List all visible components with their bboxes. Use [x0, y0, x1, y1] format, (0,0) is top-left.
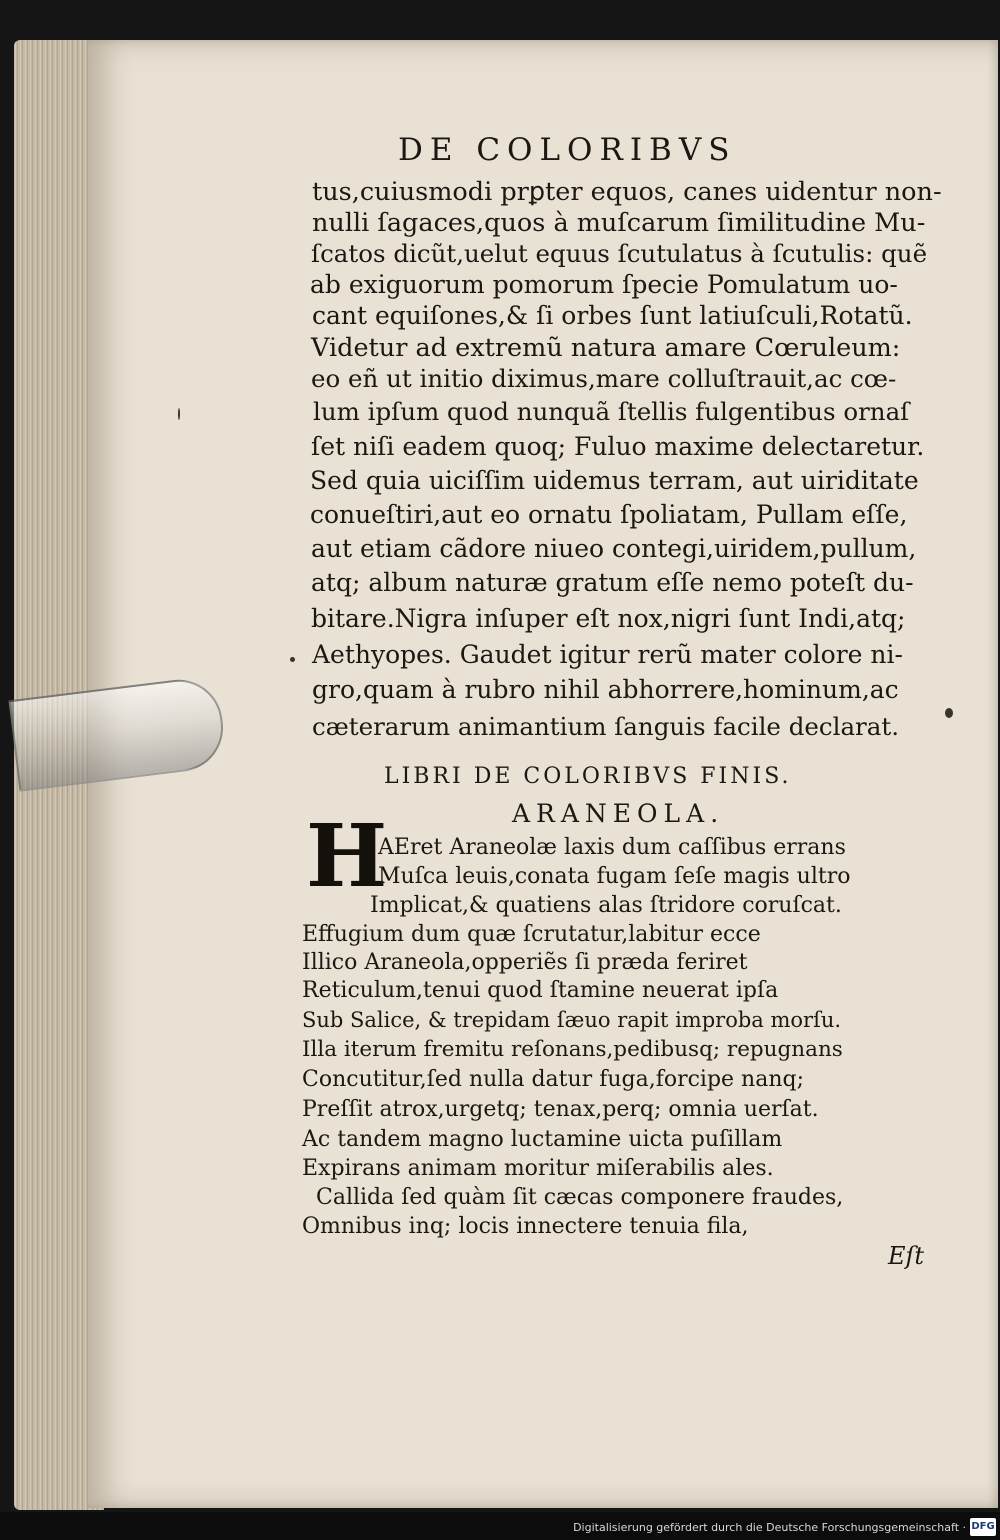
prose-line: gro,quam à rubro nihil abhorrere,hominum,ac	[312, 675, 899, 704]
prose-line: nulli ſagaces,quos à muſcarum ſimilitudine Mu-	[312, 208, 926, 238]
poem-line: Illa iterum fremitu reſonans,pedibusq; repugnans	[302, 1037, 843, 1062]
poem-line: Effugium dum quæ ſcrutatur,labitur ecce	[302, 922, 761, 947]
ink-speck	[178, 408, 180, 420]
poem-line: Illico Araneola,opperiẽs ſi præda feriret	[302, 950, 748, 975]
prose-line: Aethyopes. Gaudet igitur rerũ mater colore ni-	[312, 640, 903, 669]
footer-bar	[0, 1512, 1000, 1540]
colophon: LIBRI DE COLORIBVS FINIS.	[384, 764, 792, 789]
dropcap-initial: H	[306, 806, 388, 907]
poem-line: Preſſit atrox,urgetq; tenax,perq; omnia uerſat.	[302, 1097, 819, 1122]
poem-line: Ac tandem magno luctamine uicta puſillam	[302, 1127, 783, 1152]
dfg-logo: DFG	[970, 1518, 996, 1536]
prose-line: Sed quia uiciſſim uidemus terram, aut uiriditate	[310, 466, 919, 495]
ink-speck	[290, 657, 295, 662]
poem-line: Reticulum,tenui quod ſtamine neuerat ipſa	[302, 978, 779, 1003]
poem-line: Sub Salice, & trepidam ſæuo rapit improba morſu.	[302, 1008, 842, 1032]
funding-credit: Digitalisierung gefördert durch die Deutsche Forschungsgemeinschaft ·	[573, 1521, 966, 1534]
poem-line: Muſca leuis,conata fugam ſeſe magis ultro	[378, 864, 851, 889]
running-head: DE COLORIBVS	[398, 132, 737, 168]
poem-line: Concutitur,ſed nulla datur fuga,forcipe nanq;	[302, 1067, 805, 1092]
poem-line: Callida ſed quàm ſit cæcas componere fraudes,	[316, 1185, 844, 1210]
poem-line: AEret Araneolæ laxis dum caſſibus errans	[378, 835, 846, 860]
prose-line: tus,cuiusmodi prꝑter equos, canes uidentur non-	[312, 177, 942, 207]
poem-line: Implicat,& quatiens alas ſtridore coruſcat.	[370, 893, 842, 918]
poem-line: Expirans animam moritur miſerabilis ales.	[302, 1156, 774, 1181]
prose-line: conueſtiri,aut eo ornatu ſpoliatam, Pullam eſſe,	[310, 500, 908, 529]
prose-line: cæterarum animantium ſanguis facile declarat.	[312, 712, 900, 741]
prose-line: aut etiam cãdore niueo contegi,uiridem,pullum,	[311, 534, 917, 563]
prose-line: atq; album naturæ gratum eſſe nemo poteſt du-	[311, 568, 914, 597]
poem-line: Omnibus inq; locis innectere tenuia fila,	[302, 1214, 749, 1239]
prose-line: cant equiſones,& ſi orbes ſunt latiuſculi,Rotatũ.	[312, 301, 913, 330]
prose-line: ab exiguorum pomorum ſpecie Pomulatum uo-	[310, 270, 898, 299]
prose-line: Videtur ad extremũ natura amare Cœruleum:	[311, 333, 901, 363]
prose-line: ſcatos dicũt,uelut equus ſcutulatus à ſcutulis: quẽ	[311, 239, 928, 268]
prose-line: eo eñ ut initio diximus,mare colluſtrauit,ac cœ-	[311, 364, 897, 393]
prose-line: bitare.Nigra inſuper eſt nox,nigri ſunt Indi,atq;	[311, 604, 906, 633]
ink-speck	[945, 708, 953, 718]
prose-line: lum ipſum quod nunquã ſtellis fulgentibus ornaſ	[313, 397, 910, 426]
catchword: Eſt	[888, 1242, 925, 1270]
prose-line: ſet niſi eadem quoq; Fuluo maxime delectaretur.	[311, 432, 925, 461]
poem-title: ARANEOLA.	[512, 799, 725, 828]
